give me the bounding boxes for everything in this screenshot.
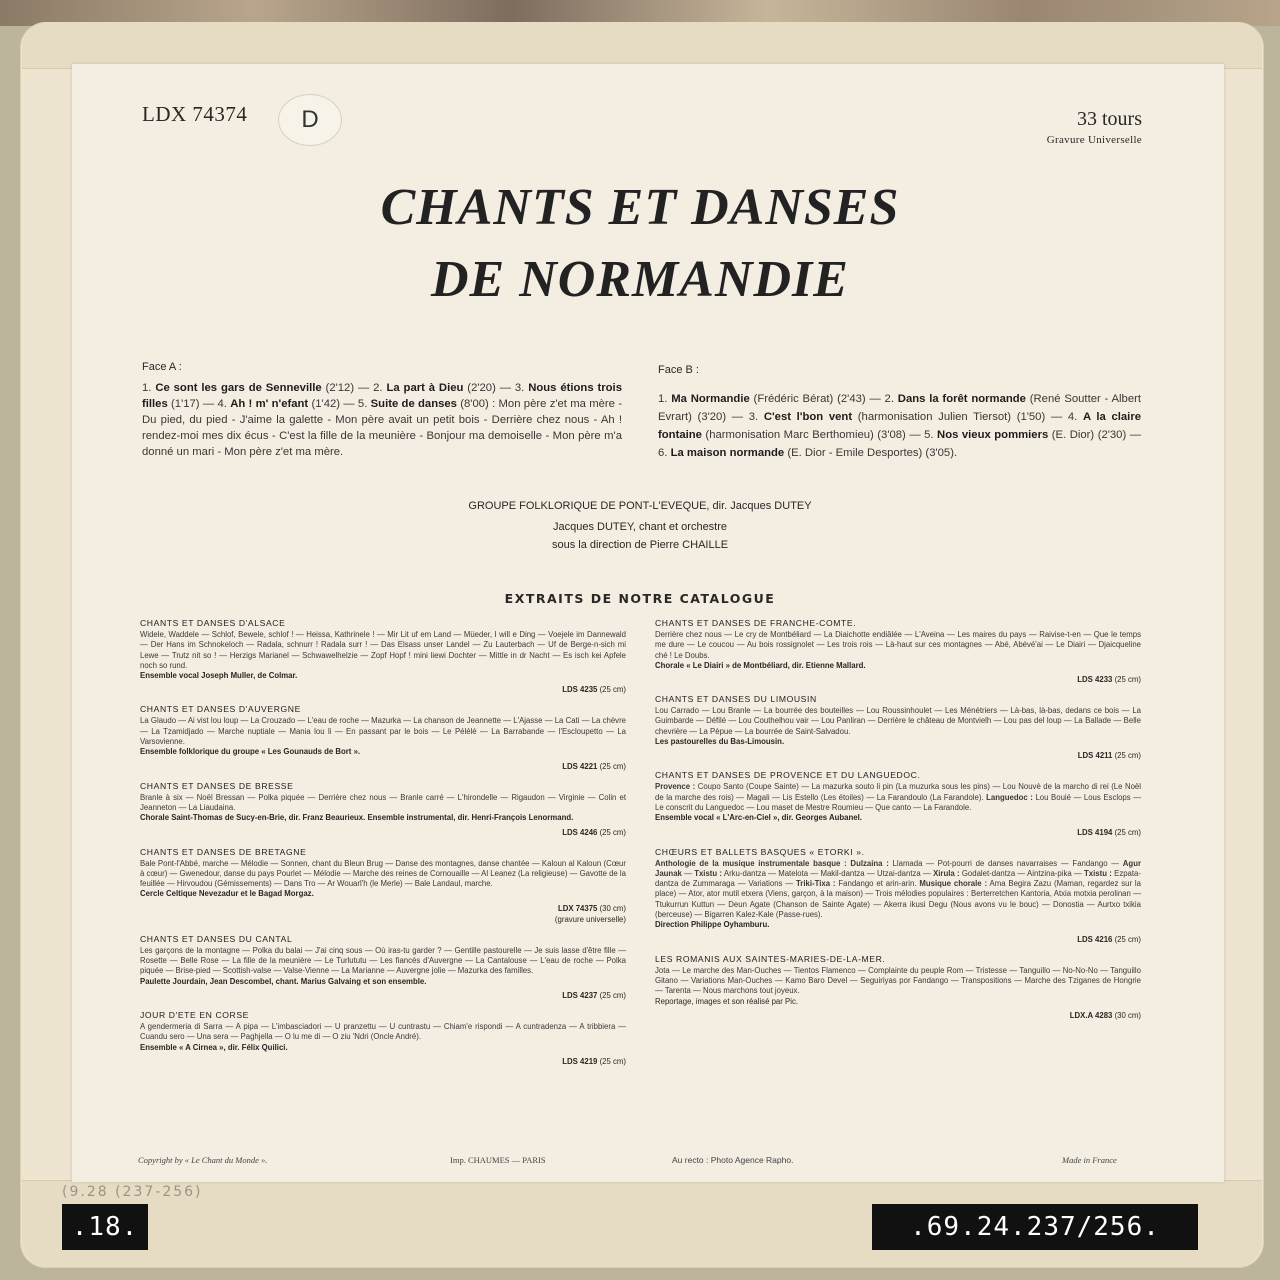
catalogue-entry-performer: Direction Philippe Oyhamburu. bbox=[655, 920, 770, 930]
catalogue-entry-reference: LDX.A 4283 (30 cm) bbox=[1069, 1010, 1141, 1020]
catalogue-entry bbox=[140, 1010, 626, 1067]
credits-line2: Jacques DUTEY, chant et orchestre bbox=[552, 521, 728, 533]
catalogue-entry-tracks: La Glaudo — Ai vist lou loup — La Crouzado — L'eau de roche — Mazurka — La chanson de Jeannette — L'Ajasse — La Cati — La chèvre — La Tzamidjado — Marche nuptiale — Mania lou li — En passant par le bois — Le Pélélé — La Barrabande — l'Escloupetto — La Varsovienne. bbox=[140, 716, 626, 747]
made-in-text: Made in France bbox=[1062, 1155, 1117, 1165]
catalogue-entry-credit: Reportage, images et son réalisé par Pic. bbox=[655, 996, 799, 1006]
catalogue-left-column bbox=[140, 618, 626, 1076]
speed-info bbox=[1047, 108, 1142, 146]
catalogue-entry bbox=[140, 618, 626, 695]
catalogue-entry-tracks: Bale Pont-l'Abbé, marche — Mélodie — Sonnen, chant du Bleun Brug — Danse des montagnes, danse chantée — Kaloun al Kaloun (Cœur à cœur) — Gwenedour, danse du pays Pourlet — Mélodie — Marche des reines de Cornouaille — Al Leanez (La religieuse) — Gavotte de la feuillée — Hirvoudou (Gémissements) — Dans Tro — Ar Wouarl'h (le Merle) — Bale Landaul, marche. bbox=[140, 858, 626, 889]
copyright-text: Copyright by « Le Chant du Monde ». bbox=[138, 1155, 268, 1165]
catalogue-entry bbox=[140, 934, 626, 1001]
catalogue-entry-performer: Ensemble vocal Joseph Muller, de Colmar. bbox=[140, 671, 298, 681]
catalogue-entry-reference: LDS 4237 (25 cm) bbox=[562, 990, 626, 1000]
catalogue-entry bbox=[655, 618, 1141, 685]
printer-notice: Imp. CHAUMES — PARIS bbox=[450, 1155, 546, 1165]
catalogue-entry-performer: Ensemble vocal « L'Arc-en-Ciel », dir. Georges Aubanel. bbox=[655, 813, 862, 823]
face-a-tracklist: 1. Ce sont les gars de Senneville (2'12) — 2. La part à Dieu (2'20) — 3. Nous étions trois filles (1'17) — 4. Ah ! m' n'efant (1'42) — 5. Suite de danses (8'00) : Mon père z'et ma mère - Du pied, du pied - J'aime la galette - Mon père avait un petit bois - Derrière chez nous - Ah ! rendez-moi mes dix écus - C'est la fille de la meunière - Bonjour ma demoiselle - Mon père m'a donné un mari - Mon père z'et ma mère. bbox=[142, 382, 622, 458]
catalogue-entry bbox=[655, 847, 1141, 945]
catalogue-entry-title: CHANTS ET DANSES DE PROVENCE ET DU LANGUEDOC. bbox=[655, 770, 921, 781]
catalogue-entry-reference: LDS 4221 (25 cm) bbox=[562, 761, 626, 771]
catalogue-entry-tracks: Lou Carrado — Lou Branle — La bourrée des bouteilles — Lou Roussinhoulet — Les Ménétriers — Là-bas, là-bas, dedans ce bois — La Guimbarde — Défilé — Lou Couthelhou vair — Lou Panliran — Derrière le château de Montvielh — Lou pas del loup — La Ballade — Belle chevrière — La Pèpue — La bourrée de Saint-Salvadou. bbox=[655, 706, 1141, 736]
catalogue-entry bbox=[655, 694, 1141, 761]
catalog-number: LDX 74374 bbox=[142, 102, 248, 126]
catalogue-entry-performer: Paulette Jourdain, Jean Descombel, chant. Marius Galvaing et son ensemble. bbox=[140, 976, 427, 986]
face-b-tracklist: 1. Ma Normandie (Frédéric Bérat) (2'43) — 2. Dans la forêt normande (René Soutter - Albert Evrart) (3'20) — 3. C'est l'bon vent (harmonisation Julien Tiersot) (1'50) — 4. A la claire fontaine (harmonisation Marc Berthomieu) (3'08) — 5. Nos vieux pommiers (E. Dior) (2'30) — 6. La maison normande (E. Dior - Emile Desportes) (3'05). bbox=[658, 393, 1142, 459]
catalogue-entry-title: CHANTS ET DANSES DE FRANCHE-COMTE. bbox=[655, 618, 857, 628]
catalogue-entry-title: CHANTS ET DANSES D'AUVERGNE bbox=[140, 704, 301, 715]
catalogue-entry-title: CHŒURS ET BALLETS BASQUES « ETORKI ». bbox=[655, 846, 865, 857]
face-a-label: Face A : bbox=[142, 361, 182, 373]
catalogue-entry bbox=[140, 704, 626, 771]
catalogue-entry-reference: LDX 74375 (30 cm) (gravure universelle) bbox=[554, 903, 626, 924]
album-title-line1: CHANTS ET DANSES bbox=[380, 179, 900, 236]
catalogue-entry-tracks: Anthologie de la musique instrumentale basque : Dulzaina : Llamada — Pot-pourri de danses navarraises — Fandango — Agur Jaunak — Txistu : Arku-dantza — Matelota — Makil-dantza — Utzai-dantza — Xirula : Godalet-dantza — Aintzina-pika — Txistu : Ezpata-dantza de Zummaraga — Variations — Triki-Tixa : Fandango et arin-arin. Musique chorale : Ama Begira Zazu (Maman, regardez sur la place) — Ator, ator mutil etxera (Viens, garçon, à la maison) — Trois mélodies populaires : Berterretchen Kantoria, Atxia motxia perolinan — Ttukurrun Kuttun — Deun Agate (Chanson de Sainte Agate) — Akerra ikusi Degu (Nous avons vu le bouc) — Donostia — Aurtxo txikia (berceuse) — Bigarren Kalez-Kale (Passe-rues). bbox=[655, 858, 1141, 920]
catalogue-entry-reference: LDS 4246 (25 cm) bbox=[562, 827, 626, 837]
catalogue-entry-title: CHANTS ET DANSES D'ALSACE bbox=[140, 618, 286, 628]
catalogue-entry bbox=[655, 954, 1141, 1021]
archive-label-right: .69.24.237/256. bbox=[872, 1204, 1198, 1250]
catalogue-entry-tracks: Provence : Coupo Santo (Coupe Sainte) — La mazurka souto li pin (La muzurka sous les pins) — Lou Nouvè de la marcho di rei (Le Noël de la marche des rois) — Magali — Lis Estello (Les étoiles) — La Farandoulo (La Farandole). Languedoc : Lou Bouié — Lous Esclops — Le conscrit du Languedoc — Lou maset de Mestre Roumieu — Que canto — La Farandole. bbox=[655, 782, 1142, 812]
handwritten-note: (9.28 (237-256) bbox=[62, 1184, 203, 1200]
catalogue-entry-title: CHANTS ET DANSES DE BRETAGNE bbox=[140, 846, 307, 857]
catalogue-entry-tracks: Widele, Waddele — Schlof, Bewele, schlof ! — Heissa, Kathrinele ! — Mir Lit uf em Land — Müeder, I will e Ding — Voejele im Dannewald — Der Hans im Schnokeloch — Radala, schnurr ! Radala surr ! — Das Elsass unser Landel — Zu Lauterbach — Uf de Berge-n-sich mi Lewe — Trutz nit so ! — Herzigs Marianel — Schwawelhelzie — Zopf Hopf ! mini liewi Dochter — Mittle in dr Nacht — Es isch kei Apfele noch so rund. bbox=[140, 630, 626, 670]
catalogue-entry-tracks: Jota — Le marche des Man-Ouches — Tientos Flamenco — Complainte du peuple Rom — Tristesse — Tanguillo — No-No-No — Tanguillo Gitano — Variations Man-Ouches — Kamo Baro Devel — Seguiriyas por Fandango — Transpositions — Marche des Tziganes de Hongrie — Tarenta — Nous marchons tout joyeux. bbox=[655, 965, 1141, 996]
catalogue-entry-tracks: Les garçons de la montagne — Polka du balai — J'ai cinq sous — Où iras-tu garder ? — Gentille pastourelle — Je suis lasse d'être fille — Rosette — Belle Rose — La fille de la meunière — Le Turlututu — Les fiancés d'Auvergne — La Cantalouse — L'eau de roche — Polka piquée — Brise-pied — Scottish-valse — Valse-Vienne — La Marianne — Auvergne jolie — Mazurka des familles. bbox=[140, 945, 626, 976]
d-sticker: D bbox=[278, 94, 342, 146]
catalogue-entry-performer: Les pastourelles du Bas-Limousin. bbox=[655, 737, 785, 747]
copyright-notice bbox=[138, 1155, 267, 1165]
catalogue-entry-reference: LDS 4211 (25 cm) bbox=[1077, 751, 1141, 761]
catalogue-entry-performer: Ensemble folklorique du groupe « Les Gounauds de Bort ». bbox=[140, 747, 361, 757]
credits-line3: sous la direction de Pierre CHAILLE bbox=[551, 539, 729, 551]
top-flap bbox=[22, 22, 1262, 69]
catalogue-entry-performer: Chorale Saint-Thomas de Sucy-en-Brie, dir. Franz Beaurieux. Ensemble instrumental, dir. Henri-François Lenormand. bbox=[140, 813, 574, 823]
catalogue-entry-reference: LDS 4194 (25 cm) bbox=[1077, 827, 1141, 837]
album-title-line2: DE NORMANDIE bbox=[431, 251, 849, 308]
face-b-label: Face B : bbox=[658, 364, 699, 376]
catalogue-entry-performer: Ensemble « A Cirnea », dir. Félix Quilici. bbox=[140, 1042, 288, 1052]
catalogue-entry-performer: Chorale « Le Diairi » de Montbéliard, dir. Etienne Mallard. bbox=[655, 660, 866, 670]
catalogue-entry bbox=[655, 770, 1141, 837]
catalogue-entry-reference: LDS 4219 (25 cm) bbox=[562, 1056, 626, 1066]
credits-group: GROUPE FOLKLORIQUE DE PONT-L'EVEQUE, dir. Jacques DUTEY bbox=[468, 500, 812, 512]
catalogue-entry-tracks: Branle à six — Noël Bressan — Polka piquée — Derrière chez nous — Branle carré — L'hirondelle — Rigaudon — Virginie — Colin et Jeanneton — La Liaudaina. bbox=[140, 792, 626, 812]
catalogue-entry-title: JOUR D'ETE EN CORSE bbox=[140, 1009, 250, 1020]
catalogue-entry-reference: LDS 4216 (25 cm) bbox=[1077, 934, 1141, 944]
catalogue-entry bbox=[140, 781, 626, 838]
photo-credit: Au recto : Photo Agence Rapho. bbox=[672, 1155, 794, 1165]
speed-label: 33 tours bbox=[1077, 108, 1142, 130]
catalogue-entry-title: LES ROMANIS AUX SAINTES-MARIES-DE-LA-MER. bbox=[655, 953, 886, 964]
catalogue-entry-performer: Cercle Celtique Nevezadur et le Bagad Morgaz. bbox=[140, 889, 314, 899]
catalogue-entry-title: CHANTS ET DANSES DU CANTAL bbox=[140, 933, 293, 944]
catalogue-entry bbox=[140, 847, 626, 925]
catalogue-right-column bbox=[655, 618, 1141, 1030]
catalogue-heading: EXTRAITS DE NOTRE CATALOGUE bbox=[504, 591, 776, 606]
catalogue-entry-title: CHANTS ET DANSES DU LIMOUSIN bbox=[655, 694, 817, 705]
catalogue-entry-tracks: Derrière chez nous — Le cry de Montbéliard — La Diaichotte endiâlée — L'Aveina — Les maires du pays — Raivise-t-en — Que le temps me dure — Le coucou — Au bois rossignolet — Les trois rois — Là-haut sur ces montagnes — Abé, Abévé'ai — Le Diairi — Djaicqueline ché ! Le Doubs. bbox=[655, 630, 1141, 660]
made-in-label bbox=[1062, 1155, 1117, 1165]
catalogue-entry-reference: LDS 4235 (25 cm) bbox=[562, 685, 626, 695]
catalogue-entry-title: CHANTS ET DANSES DE BRESSE bbox=[140, 780, 294, 791]
catalogue-entry-tracks: A gendermeria di Sarra — A pipa — L'imbasciadori — U pranzettu — U cuntrastu — Chiam'e rispondi — A cuntradenza — A tribbiera — Cuandu sero — Una sera — Paghjella — O lu me di — O ziu 'Ndri (Oncle André). bbox=[140, 1021, 626, 1042]
catalogue-entry-reference: LDS 4233 (25 cm) bbox=[1077, 675, 1141, 685]
engraving-label: Gravure Universelle bbox=[1046, 134, 1142, 146]
archive-label-left: .18. bbox=[62, 1204, 148, 1250]
